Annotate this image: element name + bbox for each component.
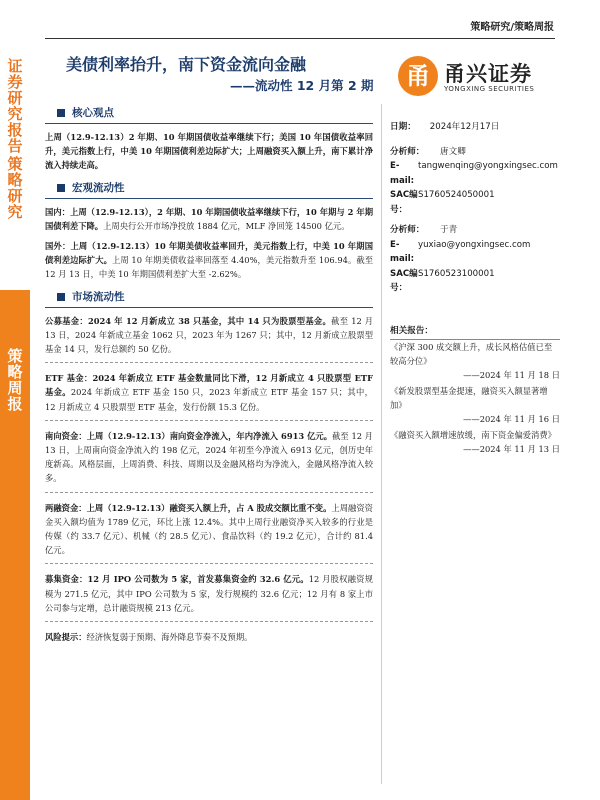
analyst-2: 分析师： 于青 <box>390 225 458 235</box>
analyst-1: 分析师： 唐文卿 <box>390 146 466 157</box>
divider <box>45 621 373 622</box>
paragraph: 国外：上周（12.9-12.13）10 年期美债收益率回升，美元指数上行，中美 10 年期国债利差边际扩大。上周 10 年期美债收益率回落至 4.40%，美元指数升至 106.94。截至 12 月 13 日，中美 10 年期国债利差扩大至 -2.62%。 <box>45 241 373 280</box>
company-logo <box>398 56 548 98</box>
paragraph: 公募基金：2024 年 12 月新成立 38 只基金，其中 14 只为股票型基金。截至 12 月 13 日，2024 年新成立基金 1062 只，2023 年为 1267 只；其中，12 月新成立股票型基金 14 只，发行总额约 50 亿份。 <box>45 315 373 355</box>
logo-name-en: YONGXING SECURITIES <box>444 85 535 93</box>
related-report-link[interactable]: 《新发股票型基金提速，融资买入额显著增加》 <box>390 386 548 410</box>
divider <box>45 492 373 493</box>
related-report-date: ——2024 年 11 月 16 日 <box>463 414 560 424</box>
related-reports-heading: 相关报告： <box>390 324 560 341</box>
paragraph: 募集资金：12 月 IPO 公司数为 5 家，首发募集资金约 32.6 亿元。12 月股权融资规模为 271.5 亿元，其中 IPO 公司数为 5 家，发行规模约 32.6 亿元；12 月有 8 家上市公司参与定增，总计融资规模 213 亿元。 <box>45 574 373 613</box>
paragraph: 两融资金：上周（12.9-12.13）融资买入额上升，占 A 股成交额比重不变。上周融资资金买入额均值为 1789 亿元，环比上涨 12.4%。其中上周行业融资净买入较多的行业是传媒（约 33.7 亿元）、机械（约 28.5 亿元）、食品饮料（约 19.2 亿元），合计约 81.4 亿元。 <box>45 502 373 556</box>
analyst-1-sac: SAC编号：S1760524050001 <box>390 190 495 215</box>
analyst-2-email: E-mail:yuxiao@yongxingsec.com <box>390 239 531 264</box>
paragraph: ETF 基金：2024 年新成立 ETF 基金数量同比下滑，12 月新成立 4 只股票型 ETF 基金。2024 年新成立 ETF 基金 150 只，2023 年新成立 ETF 基金 157 只；其中，12 月新成立 4 只股票型 ETF 基金，发行份额 15.3 亿份。 <box>45 373 373 412</box>
logo-name-cn: 甬兴证券 <box>444 62 532 86</box>
report-subtitle: ——流动性 12 月第 2 期 <box>230 78 374 93</box>
risk-warning: 风险提示：经济恢复弱于预期、海外降息节奏不及预期。 <box>45 632 253 643</box>
sidebar-label-research: 证券研究报告 <box>7 57 23 155</box>
analyst-2-sac: SAC编号：S1760523100001 <box>390 268 495 293</box>
divider <box>45 362 373 363</box>
sidebar-label-weekly: 策略周报 <box>7 347 23 413</box>
main-content <box>45 104 373 650</box>
analyst-1-email: E-mail:tangwenqing@yongxingsec.com <box>390 161 558 186</box>
sidebar-band <box>0 290 30 800</box>
paragraph: 上周（12.9-12.13）2 年期、10 年期国债收益率继续下行；美国 10 年国债收益率回升，美元指数上行，中美 10 年期国债利差边际扩大；上周融资买入额上升，南下累计净流入持续走高。 <box>45 132 373 171</box>
logo-mark: 甬 <box>398 56 438 96</box>
header-divider <box>45 38 555 39</box>
section-heading-market: 市场流动性 <box>45 288 373 308</box>
report-category: 策略研究/策略周报 <box>470 22 554 33</box>
section-heading-macro: 宏观流动性 <box>45 179 373 199</box>
related-report-date: ——2024 年 11 月 18 日 <box>463 370 560 380</box>
related-report-link[interactable]: 《沪深 300 成交额上升，成长风格估值已至较高分位》 <box>390 342 553 366</box>
sidebar-label-strategy: 策略研究 <box>7 155 23 221</box>
divider <box>45 420 373 421</box>
paragraph: 南向资金：上周（12.9-12.13）南向资金净流入，年内净流入 6913 亿元。截至 12 月 13 日，上周南向资金净流入约 198 亿元，2024 年初至今净流入 6913 亿元，创历史年度新高。风格层面，上周消费、科技、周期以及金融风格均为净流入，金融风格净流入较多。 <box>45 430 373 484</box>
section-heading-core: 核心观点 <box>45 104 373 124</box>
report-title: 美债利率抬升，南下资金流向金融 <box>66 55 307 74</box>
sidebar-top <box>0 52 30 290</box>
related-report-link[interactable]: 《融资买入额增速放缓，南下资金偏爱消费》 <box>390 430 556 440</box>
divider <box>45 563 373 564</box>
report-date: 日期： 2024年12月17日 <box>390 122 500 132</box>
column-divider <box>381 104 382 784</box>
related-report-date: ——2024 年 11 月 13 日 <box>463 444 560 454</box>
info-panel <box>390 120 560 458</box>
paragraph: 国内：上周（12.9-12.13），2 年期、10 年期国债收益率继续下行，10 年期与 2 年期国债利差下降。上周央行公开市场净投放 1884 亿元，MLF 净回笼 14500 亿元。 <box>45 206 373 231</box>
